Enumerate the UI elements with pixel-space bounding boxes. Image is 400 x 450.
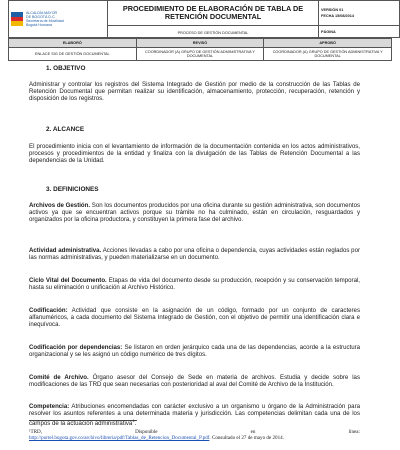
process-name: PROCESO DE GESTIÓN DOCUMENTAL [177,31,249,36]
page-label: PÁGINA [321,29,336,34]
signature-header: ELABORÓ [9,39,137,48]
footnote-link[interactable]: http://portel.bogota.gov.co/archivo/libreria/pdf/Tablas_de_Retencion_Documental_P.pdf [29,435,210,442]
definition-term: Ciclo Vital del Documento. [29,277,107,284]
footnote-consulted: . Consultado el 27 de mayo de 2014. [209,435,284,442]
logo-line: Bogotá Humana [26,23,52,28]
logo-line: ALCALDÍA MAYOR [26,10,58,15]
definition-text: Etapas de vida del documento desde su producción, recepción y su conservación temporal, hasta su eliminación o unificación al Archivo Histórico. [29,277,361,292]
meta-cell [319,1,400,26]
logo-line: DE BOGOTÁ D.C. [26,14,56,19]
logo-line: Secretaría de Movilidad [26,19,64,23]
footnote-divider [29,420,137,421]
version-label: VERSIÓN 01 [321,8,344,13]
signature-value: COORDINADOR (A) GRUPO DE GESTIÓN ADMINISTRATIVA Y DOCUMENTAL [264,48,392,61]
signature-value: COORDINADOR (A) GRUPO DE GESTIÓN ADMINISTRATIVA Y DOCUMENTAL [136,48,264,61]
definition-term: Codificación: [29,307,68,314]
logo-cell [9,1,108,38]
definition-text: Son los documentos producidos por una oficina durante su gestión administrativa, son documentos activos ya que se encuentran activos porque su trámite no ha culminado, están en circulación, resguardados y organizados por la oficina productora, y constituyen la primera fase del archivo. [29,202,360,224]
logo-icon [11,12,23,26]
section-title-alcance: 2. ALCANCE [46,126,85,133]
definition-item [29,344,360,358]
definition-item: Competencia: Atribuciones encomendadas con carácter exclusivo a un organismo u órgano de la Administración para resolver los asuntos referentes a una determinada materia y jurisdicción. Las competencias delimitan cada una de los campos de la actuación administrativa$^1$. [29,403,360,428]
document-header [8,0,400,38]
signature-header: APROBÓ [264,39,392,48]
definition-item [29,374,360,388]
footnote-mark: ¹TRD, [29,429,42,435]
definition-term: Codificación por dependencias: [29,344,123,351]
definition-term: Competencia: [29,403,70,410]
definition-item [29,247,360,261]
title-cell [108,1,319,26]
section-title-objetivo: 1. OBJETIVO [46,65,86,72]
definition-term: Actividad administrativa. [29,247,102,254]
signature-header: REVISÓ [136,39,264,48]
footnote-linea: línea: [348,429,360,435]
footnote [29,429,360,442]
definition-text: Atribuciones encomendadas con carácter exclusivo a un organismo u órgano de la Administración para resolver los asuntos referentes a una determinada materia y jurisdicción. Las competencias delimitan cada una de los campos de la actuación administrativa [29,403,360,428]
date-label: FECHA 15/08/2014 [321,14,354,19]
footnote-en: en [250,429,256,435]
page-cell [319,26,400,38]
process-cell [108,26,319,38]
definition-item [29,202,360,223]
objetivo-text: Administrar y controlar los registros del Sistema Integrado de Gestión por medio de la construcción de las Tablas de Retención Documental que permitan realizar su identificación, almacenamiento, protección, recuperación, retención y disposición de los registros. [29,81,360,103]
institution-logo [11,11,105,28]
section-title-definiciones: 3. DEFINICIONES [46,186,99,193]
definition-term: Comité de Archivo. [29,374,89,381]
definition-text: Órgano asesor del Consejo de Sede en materia de archivos. Estudia y decide sobre las modificaciones de las TRD que sean necesarias con posterioridad al aval del Comité de Archivo de la Institución. [29,374,360,389]
document-title: PROCEDIMIENTO DE ELABORACIÓN DE TABLA DE RETENCIÓN DOCUMENTAL [122,4,304,22]
definition-term: Archivos de Gestión. [29,202,91,209]
signature-table [8,38,392,61]
definition-item [29,307,360,328]
signature-value: ENLACE SIG DE GESTIÓN DOCUMENTAL [9,48,137,61]
definition-text: Acciones llevadas a cabo por una oficina o dependencia, cuyas actividades están reglados por las normas administrativas, y pueden materializarse en un documento. [29,247,360,262]
footnote-available: Disponible [135,429,158,435]
definition-text: Se listaron en orden jerárquico cada una de las dependencias, acorde a la estructura organizacional y se les asignó un código numérico de tres dígitos. [29,344,361,359]
alcance-text: El procedimiento inicia con el levantamiento de información de la documentación contenida en los actos administrativos, procesos y procedimientos de la entidad y finaliza con la divulgación de las Tablas de Retención Documental a las dependencias de la Unidad. [29,143,360,165]
definition-text: Actividad que consiste en la asignación de un código, formado por un conjunto de caracteres alfanuméricos, a cada documento del Sistema Integrado de Gestión, con el objetivo de permitir una identificación clara e inequívoca. [29,307,360,329]
definition-item [29,277,360,291]
